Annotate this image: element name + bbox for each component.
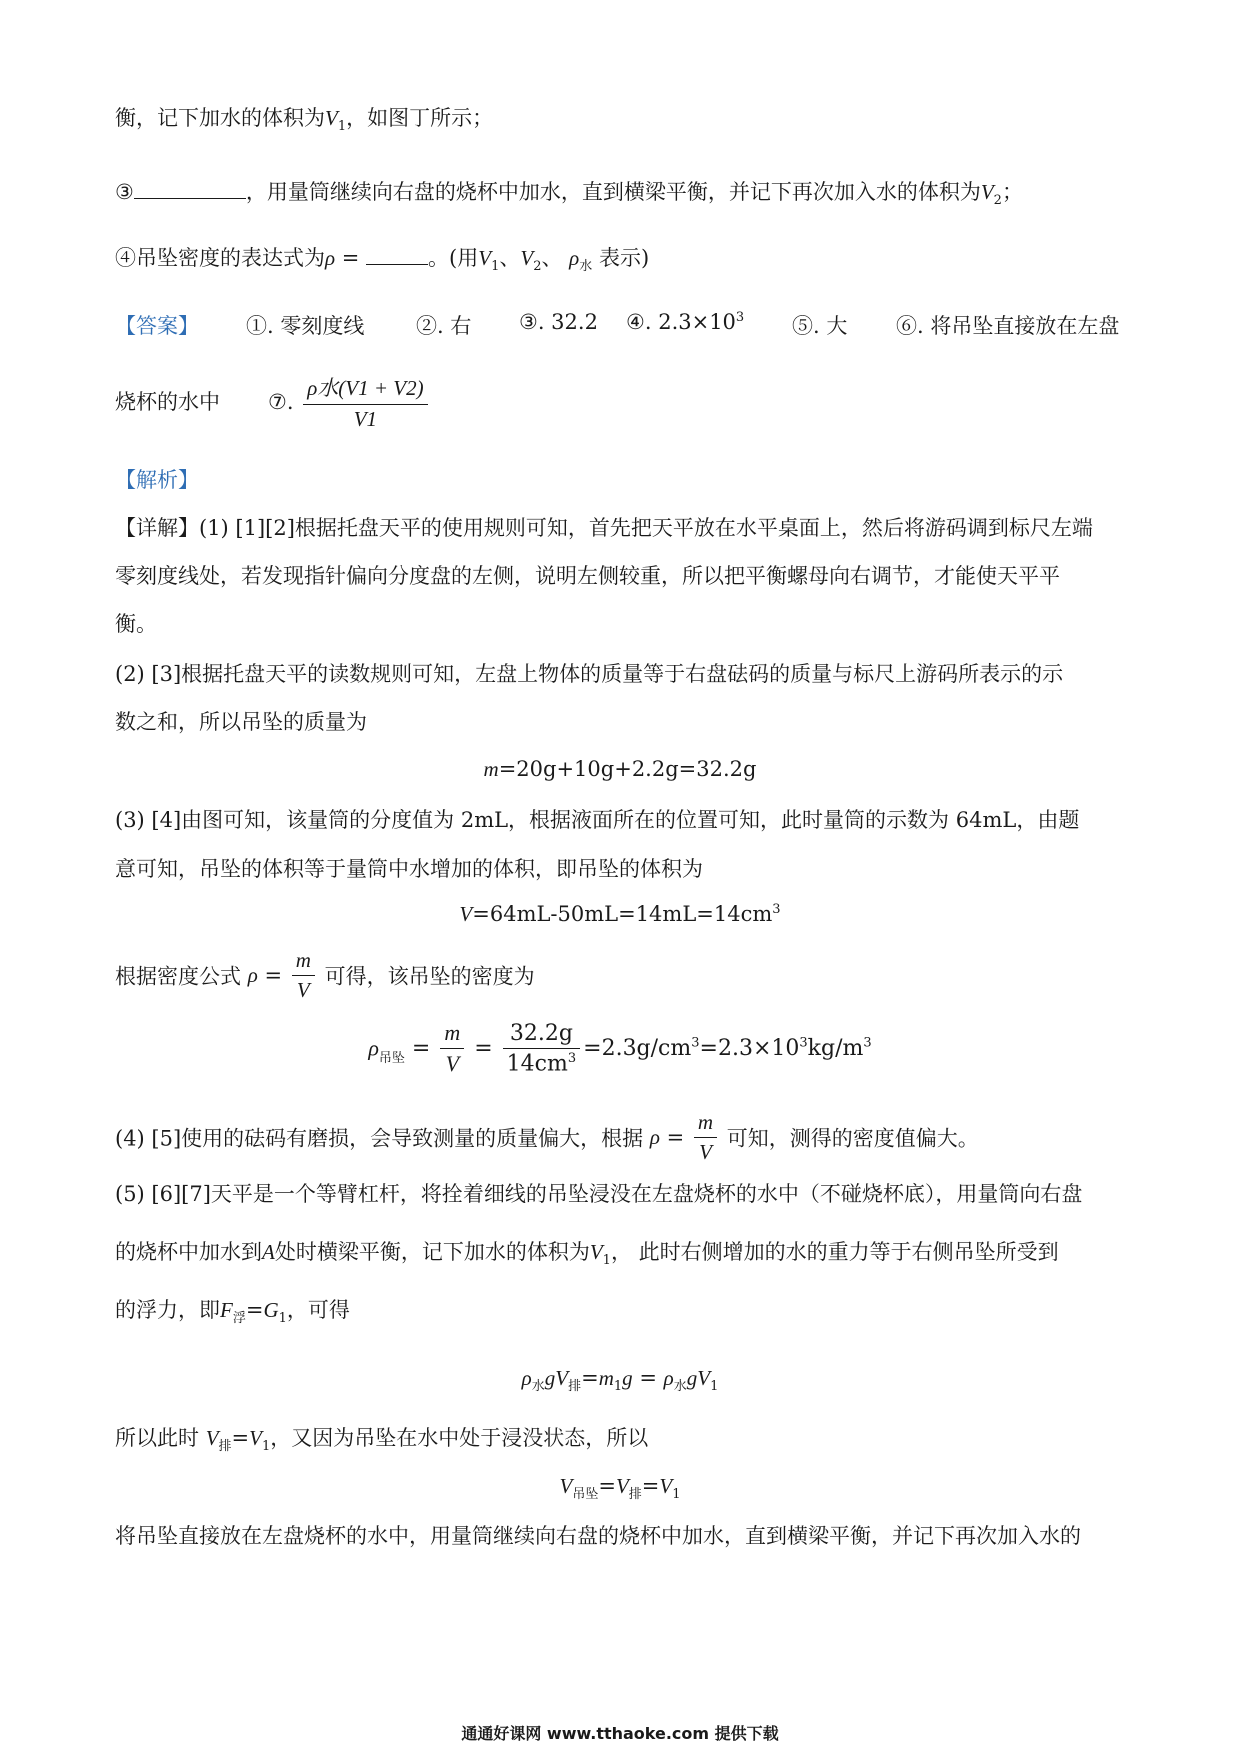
rho-symbol: ρ (325, 246, 336, 270)
answer-continuation: 烧杯的水中 (115, 390, 220, 414)
rho-symbol: ρ (521, 1366, 532, 1390)
answer-label: 【答案】 (115, 314, 199, 338)
text: 根据密度公式 (115, 964, 241, 989)
superscript: 3 (735, 310, 745, 325)
density-formula-fraction (694, 1110, 717, 1165)
item-number: ⑦. (268, 390, 294, 414)
detail-p6-line-1: (5) [6][7]天平是一个等臂杠杆，将拴着细线的吊坠浸没在左盘烧杯的水中（不碰烧杯底），用量筒向右盘 (115, 1182, 1083, 1206)
fraction-denominator (503, 1049, 580, 1076)
subscript: 排 (218, 1439, 232, 1455)
text: ，如图丁所示； (346, 106, 494, 130)
rho-symbol: ρ (649, 1125, 660, 1149)
variable-v: V (325, 106, 338, 130)
detail-p1-line-3: 衡。 (115, 612, 157, 636)
superscript: 3 (799, 1035, 808, 1051)
detail-p7: 所以此时 $V_排=V_1$，又因为吊坠在水中处于浸没状态，所以 (115, 1426, 649, 1455)
text: ，可得 (286, 1298, 350, 1322)
page-footer: 通通好课网 www.tthaoke.com 提供下载 (461, 1724, 779, 1743)
question-line-3 (115, 244, 649, 281)
equals: = (639, 1366, 657, 1390)
variable-v: V (459, 902, 473, 926)
answer-item-5: ⑤. 大 (792, 314, 848, 338)
fraction-denominator: V (699, 1140, 712, 1164)
answer-item-4 (626, 310, 744, 334)
detail-p2-line-2: 数之和，所以吊坠的质量为 (115, 710, 367, 734)
rho-symbol: ρ (247, 963, 258, 987)
density-fraction-2 (503, 1021, 580, 1076)
density-formula-fraction (292, 948, 315, 1003)
subscript: 1 (491, 259, 500, 275)
variable-v: V (697, 1366, 711, 1390)
equation-volume (0, 902, 1240, 927)
text: 可得，该吊坠的密度为 (324, 964, 535, 989)
subscript: 吊坠 (378, 1051, 405, 1066)
equation-text: =64mL-50mL=14mL=14cm (472, 902, 773, 926)
answer-blank (366, 246, 428, 265)
variable-v2: V (520, 246, 534, 270)
answer-blank (134, 180, 246, 199)
variable-g: G (263, 1298, 279, 1322)
answer-item-2: ②. 右 (416, 314, 472, 338)
answer-item-7 (268, 372, 431, 432)
detail-p2-line-1: (2) [3]根据托盘天平的读数规则可知，左盘上物体的质量等于右盘砝码的质量与标尺上游码所表示的示 (115, 662, 1064, 686)
text: ，用量筒继续向右盘的烧杯中加水，直到横梁平衡，并记下再次加入水的体积为 (245, 180, 981, 204)
text: 。(用 (428, 246, 479, 270)
text: 所以此时 (115, 1426, 199, 1450)
rho-water-symbol: ρ (569, 246, 580, 270)
detail-p1-line-1: 【详解】(1) [1][2]根据托盘天平的使用规则可知，首先把天平放在水平桌面上，然后将游码调到标尺左端 (115, 516, 1093, 540)
variable-v: V (615, 1474, 629, 1498)
variable-g: g (686, 1366, 698, 1390)
equals: = (467, 1036, 500, 1061)
text: 衡，记下加水的体积为 (115, 106, 325, 130)
variable-g: g (622, 1366, 633, 1390)
answer-item-3: ③. 32.2 (519, 310, 598, 334)
detail-p8: 将吊坠直接放在左盘烧杯的水中，用量筒继续向右盘的烧杯中加水，直到横梁平衡，并记下再次加入水的 (115, 1524, 1081, 1548)
detail-p3-line-1: (3) [4]由图可知，该量筒的分度值为 2mL，根据液面所在的位置可知，此时量筒的示数为 64mL，由题 (115, 808, 1080, 832)
fraction-numerator: ρ水(V1 + V2) (303, 372, 427, 405)
fraction-denominator: V (445, 1051, 460, 1076)
subscript: 水 (531, 1379, 545, 1395)
separator: 、 (499, 246, 521, 270)
variable-v: V (555, 1366, 569, 1390)
fraction-numerator: m (292, 948, 315, 976)
question-line-2 (115, 178, 1023, 215)
subscript: 1 (602, 1253, 611, 1269)
equation-text: =20g+10g+2.2g=32.2g (498, 757, 757, 781)
answer-row-2 (115, 388, 220, 416)
rho-symbol: ρ (368, 1035, 379, 1061)
subscript: 1 (613, 1379, 623, 1395)
superscript: 3 (691, 1035, 700, 1051)
item-number: ④. (626, 310, 652, 334)
text: ④吊坠密度的表达式为 (115, 246, 325, 270)
variable-v: V (980, 180, 994, 204)
text: (4) [5]使用的砝码有磨损，会导致测量的质量偏大，根据 (115, 1126, 644, 1151)
equals: = (404, 1036, 438, 1061)
text: ， 此时右侧增加的水的重力等于右侧吊坠所受到 (610, 1240, 1059, 1264)
subscript: 浮 (232, 1311, 246, 1327)
variable-f: F (220, 1298, 233, 1322)
detail-p5 (115, 1110, 979, 1165)
answer-item-6: ⑥. 将吊坠直接放在左盘 (896, 314, 1120, 338)
density-fraction-1 (440, 1020, 464, 1077)
equals: = (335, 246, 367, 270)
equation-volume-equal: $V_{吊坠}=V_排=V_1$ (559, 1474, 681, 1503)
step-number: ③ (115, 180, 134, 204)
subscript: 水 (579, 259, 593, 275)
variable-v1: V (478, 246, 492, 270)
equation-mass (0, 757, 1240, 782)
subscript: 1 (337, 119, 347, 135)
text: 的浮力，即 (115, 1298, 220, 1322)
fraction-denominator: V (296, 978, 310, 1002)
question-line-1 (115, 104, 493, 141)
fraction-numerator: m (440, 1020, 464, 1049)
subscript: 吊坠 (572, 1487, 599, 1503)
detail-p6-line-2 (115, 1238, 1059, 1275)
subscript: 排 (568, 1379, 582, 1395)
variable-m: m (483, 757, 499, 781)
detail-p3-line-2: 意可知，吊坠的体积等于量筒中水增加的体积，即吊坠的体积为 (115, 857, 703, 881)
text: ，又因为吊坠在水中处于浸没状态，所以 (270, 1426, 649, 1450)
fraction-denominator: V1 (353, 407, 378, 431)
variable-v: V (659, 1474, 673, 1498)
fraction-numerator: m (694, 1110, 717, 1138)
subscript: 1 (710, 1379, 719, 1395)
subscript: 1 (672, 1487, 681, 1503)
result-text: kg/m (807, 1036, 864, 1062)
point-a: A (262, 1240, 275, 1264)
subscript: 1 (261, 1439, 271, 1455)
detail-p4 (115, 948, 535, 1003)
rho-symbol: ρ (663, 1366, 674, 1390)
variable-v1: V (589, 1240, 603, 1264)
answer-7-fraction (303, 372, 427, 432)
analysis-label: 【解析】 (115, 468, 199, 492)
equation-buoyancy: $\rho_水gV_排=m_1g = \rho_水gV_1$ (521, 1366, 719, 1395)
variable-v: V (205, 1426, 219, 1450)
detail-p1-line-2: 零刻度线处，若发现指针偏向分度盘的左侧，说明左侧较重，所以把平衡螺母向右调节，才能使天平平 (115, 564, 1060, 588)
variable-v: V (559, 1474, 573, 1498)
text: 处时横梁平衡，记下加水的体积为 (274, 1240, 590, 1264)
subscript: 水 (673, 1379, 687, 1395)
subscript: 2 (533, 259, 542, 275)
superscript: 3 (863, 1035, 872, 1051)
text: 表示) (592, 246, 650, 270)
text: ； (1001, 180, 1023, 204)
detail-p6-line-3: 的浮力，即$F_浮=G_1$，可得 (115, 1298, 350, 1327)
density-result (583, 1036, 872, 1061)
equals: = (659, 1125, 691, 1150)
result-text: =2.3g/cm (583, 1036, 692, 1062)
answer-item-1: ①. 零刻度线 (246, 314, 365, 338)
superscript: 3 (772, 902, 781, 917)
item-value: 2.3×10 (658, 310, 736, 334)
superscript: 3 (567, 1050, 577, 1066)
variable-g: g (544, 1366, 556, 1390)
text: 可知，测得的密度值偏大。 (726, 1126, 979, 1151)
subscript: 1 (278, 1311, 287, 1327)
denominator-text: 14cm (506, 1051, 568, 1077)
result-text: =2.3×10 (699, 1036, 800, 1062)
subscript: 排 (628, 1487, 642, 1503)
text: 的烧杯中加水到 (115, 1240, 262, 1264)
equals: = (257, 963, 289, 988)
subscript: 2 (993, 193, 1002, 209)
separator: 、 (541, 246, 570, 270)
fraction-numerator: 32.2g (503, 1021, 580, 1049)
equation-density (0, 1020, 1240, 1077)
variable-m: m (598, 1366, 614, 1390)
variable-v: V (249, 1426, 262, 1450)
